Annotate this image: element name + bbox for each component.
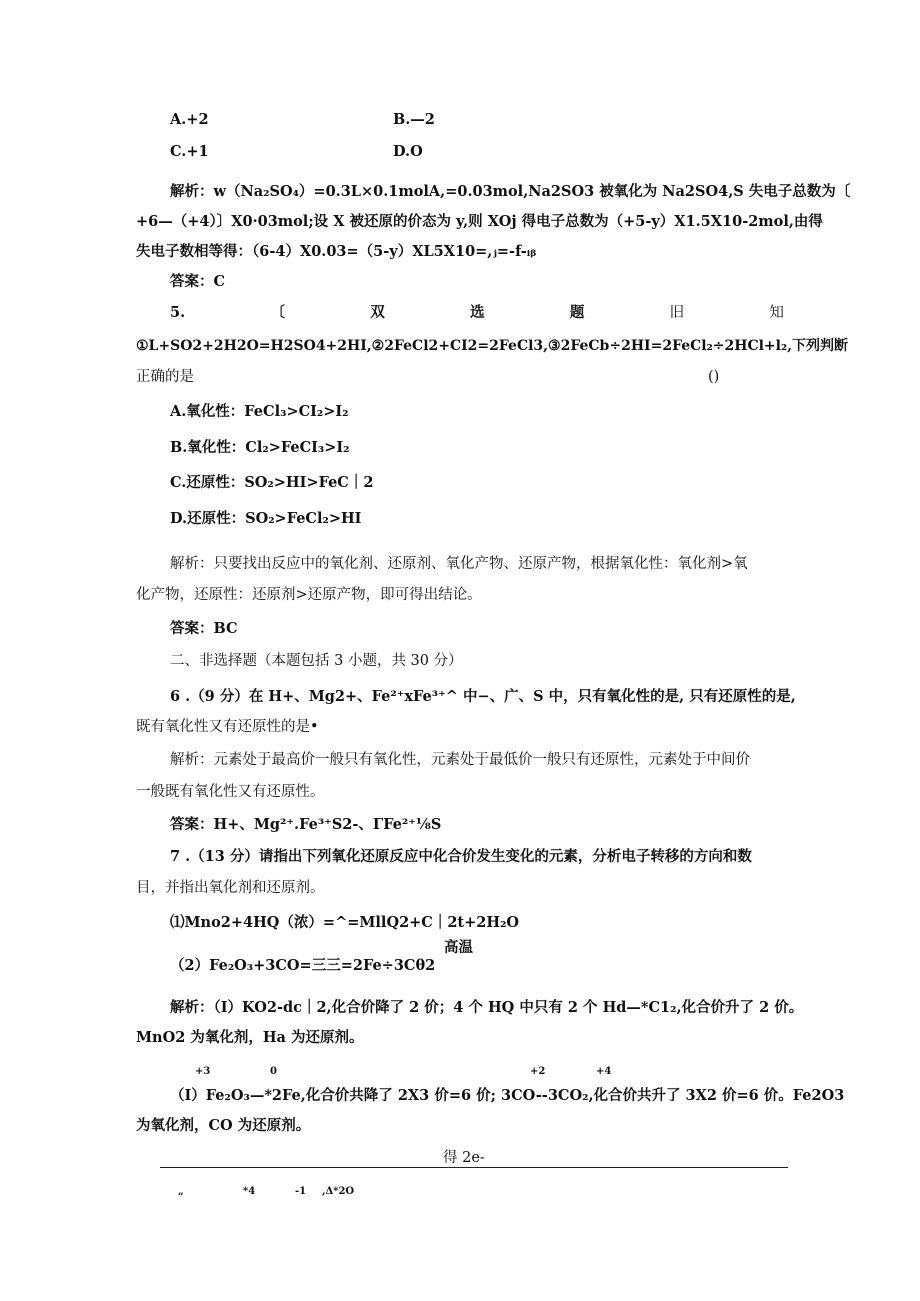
q7-analysis-line1: 解析：（I）KO2-dc｜2,化合价降了 2 价；4 个 HQ 中只有 2 个 Hd—*C1₂,化合价升了 2 价。 — [170, 999, 804, 1016]
q5-option-b: B.氧化性：Cl₂>FeCI₃>I₂ — [170, 439, 350, 456]
q4-analysis-line1: 解析：w（Na₂SO₄）=0.3L×0.1molA,=0.03mol,Na2SO3 被氧化为 Na2SO4,S 失电子总数为〔 — [170, 183, 851, 200]
q7-high-temp-label: 高温 — [444, 939, 473, 956]
q4-option-d: D.O — [393, 143, 423, 160]
footer-mark-2: *4 — [243, 1186, 256, 1197]
q6-answer: 答案：H+、Mg²⁺.Fe³⁺S2-、ΓFe²⁺⅛S — [170, 816, 442, 833]
q5-analysis-line1: 解析：只要找出反应中的氧化剂、还原剂、氧化产物、还原产物，根据氧化性：氧化剂>氧 — [170, 556, 748, 572]
q4-answer: 答案：C — [170, 273, 226, 290]
q4-option-a: A.+2 — [170, 111, 209, 128]
section-heading: 二、非选择题（本题包括 3 小题，共 30 分） — [170, 653, 463, 669]
q5-heading — [170, 303, 784, 323]
q5-option-a: A.氧化性：FeCl₃>CI₂>I₂ — [170, 403, 349, 420]
q5-prompt: 正确的是 — [136, 369, 194, 385]
q7-valence-mark-co: +2 — [530, 1066, 546, 1077]
q5-known-char-1: 旧 — [669, 305, 685, 321]
q5-answer-blank: () — [708, 369, 720, 385]
q7-equation-1: ⑴Mno2+4HQ（浓）=^=MllQ2+C｜2t+2H₂O — [170, 914, 520, 931]
q5-option-c: C.还原性：SO₂>HI>FeC｜2 — [170, 474, 374, 491]
q5-number: 5. — [170, 304, 186, 321]
footer-mark-1: „ — [178, 1186, 184, 1197]
q6-analysis-line2: 一般既有氧化性又有还原性。 — [136, 784, 325, 800]
q6-line2: 既有氧化性又有还原性的是• — [136, 719, 319, 735]
q6-line1: 6 .（9 分）在 H+、Mg2+、Fe²⁺xFe³⁺^ 中−、广、S 中，只有氧化性的是, 只有还原性的是, — [170, 688, 796, 705]
q7-valence-mark-fe-zero: 0 — [270, 1066, 277, 1077]
q7-analysis-line4: 为氧化剂，CO 为还原剂。 — [136, 1117, 311, 1134]
q6-analysis-line1: 解析：元素处于最高价一般只有氧化性，元素处于最低价一般只有还原性，元素处于中间价 — [170, 752, 750, 768]
q5-bracket: 〔 — [270, 304, 285, 321]
q5-equations: ①L+SO2+2H2O=H2SO4+2HI,②2FeCl2+CI2=2FeCl3,③2FeCb÷2HI=2FeCl₂÷2HCl+l₂,下列判断 — [136, 338, 848, 354]
footer-mark-3: -1 — [295, 1186, 307, 1197]
footer-mark-4: ,Δ*2O — [322, 1186, 355, 1197]
divider-line — [160, 1167, 788, 1168]
q7-line2: 目，并指出氧化剂和还原剂。 — [136, 880, 325, 896]
q5-type-char-3: 题 — [569, 304, 585, 321]
q7-equation-2: （2）Fe₂O₃+3CO=三三=2Fe÷3Cθ2 — [170, 957, 436, 974]
q5-analysis-line2: 化产物，还原性：还原剂>还原产物，即可得出结论。 — [136, 587, 482, 603]
q4-analysis-line3: 失电子数相等得：（6-4）X0.03=（5-y）XL5X10=,ⱼ=-f-ᵢᵦ — [136, 243, 537, 260]
electron-transfer-label: 得 2e- — [443, 1150, 485, 1166]
q5-known-char-2: 知 — [769, 305, 784, 321]
q5-answer: 答案：BC — [170, 620, 238, 637]
q4-option-c: C.+1 — [170, 143, 209, 160]
q4-analysis-line2: +6—（+4）〕X0·03mol;设 X 被还原的价态为 y,则 XOj 得电子总数为（+5-y）X1.5X10-2mol,由得 — [136, 213, 823, 230]
q5-type-char-2: 选 — [470, 304, 485, 321]
q7-line1: 7 .（13 分）请指出下列氧化还原反应中化合价发生变化的元素，分析电子转移的方向和数 — [170, 848, 752, 865]
q7-analysis-line2: MnO2 为氧化剂，Ha 为还原剂。 — [136, 1029, 364, 1046]
q7-analysis-line3: （I）Fe₂O₃—*2Fe,化合价共降了 2X3 价=6 价; 3CO--3CO₂,化合价共升了 3X2 价=6 价。Fe2O3 — [170, 1087, 845, 1104]
q7-valence-mark-co2: +4 — [596, 1066, 612, 1077]
q5-type-char-1: 双 — [370, 304, 385, 321]
q7-valence-mark-fe: +3 — [195, 1066, 211, 1077]
q4-option-b: B.—2 — [393, 111, 435, 128]
q5-option-d: D.还原性：SO₂>FeCl₂>HI — [170, 510, 362, 527]
